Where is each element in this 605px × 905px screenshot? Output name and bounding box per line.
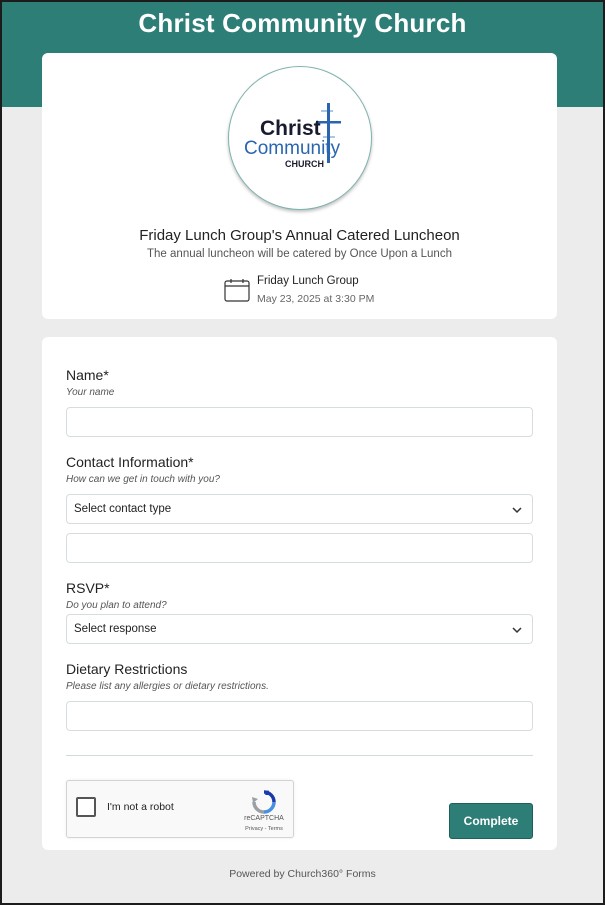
recaptcha-logo-icon — [251, 789, 277, 815]
contact-label: Contact Information* — [66, 454, 194, 470]
rsvp-select[interactable] — [66, 614, 533, 644]
name-label: Name* — [66, 367, 109, 383]
form-divider — [66, 755, 533, 756]
event-group-name: Friday Lunch Group — [257, 275, 359, 287]
complete-button[interactable]: Complete — [449, 803, 533, 839]
event-datetime: May 23, 2025 at 3:30 PM — [257, 293, 375, 305]
church-logo — [228, 66, 372, 210]
chevron-down-icon — [512, 505, 522, 515]
logo-cross-icon — [229, 67, 372, 210]
contact-type-select[interactable] — [66, 494, 533, 524]
recaptcha-terms-link[interactable]: Privacy - Terms — [245, 826, 283, 832]
event-card — [42, 53, 557, 319]
logo-line2: Community — [244, 138, 341, 159]
recaptcha-checkbox[interactable] — [76, 797, 96, 817]
recaptcha-widget — [66, 780, 294, 838]
logo-line1: Christ — [260, 117, 321, 140]
name-help: Your name — [66, 387, 115, 398]
recaptcha-label: I'm not a robot — [107, 801, 174, 813]
dietary-help: Please list any allergies or dietary restrictions. — [66, 681, 269, 692]
form-card — [42, 337, 557, 850]
rsvp-label: RSVP* — [66, 580, 110, 596]
rsvp-help: Do you plan to attend? — [66, 600, 167, 611]
chevron-down-icon — [512, 625, 522, 635]
name-input[interactable] — [66, 407, 533, 437]
rsvp-selected: Select response — [74, 623, 157, 635]
church-title: Christ Community Church — [138, 8, 467, 38]
contact-value-input[interactable] — [66, 533, 533, 563]
dietary-label: Dietary Restrictions — [66, 661, 188, 677]
powered-by-footer: Powered by Church360° Forms — [229, 868, 376, 880]
contact-type-selected: Select contact type — [74, 503, 172, 515]
recaptcha-brand: reCAPTCHA — [244, 815, 284, 822]
calendar-icon — [224, 278, 250, 302]
dietary-input[interactable] — [66, 701, 533, 731]
event-title: Friday Lunch Group's Annual Catered Luncheon — [139, 227, 460, 244]
event-subtitle: The annual luncheon will be catered by Once Upon a Lunch — [147, 248, 452, 260]
contact-help: How can we get in touch with you? — [66, 474, 220, 485]
logo-line3: CHURCH — [285, 159, 324, 169]
